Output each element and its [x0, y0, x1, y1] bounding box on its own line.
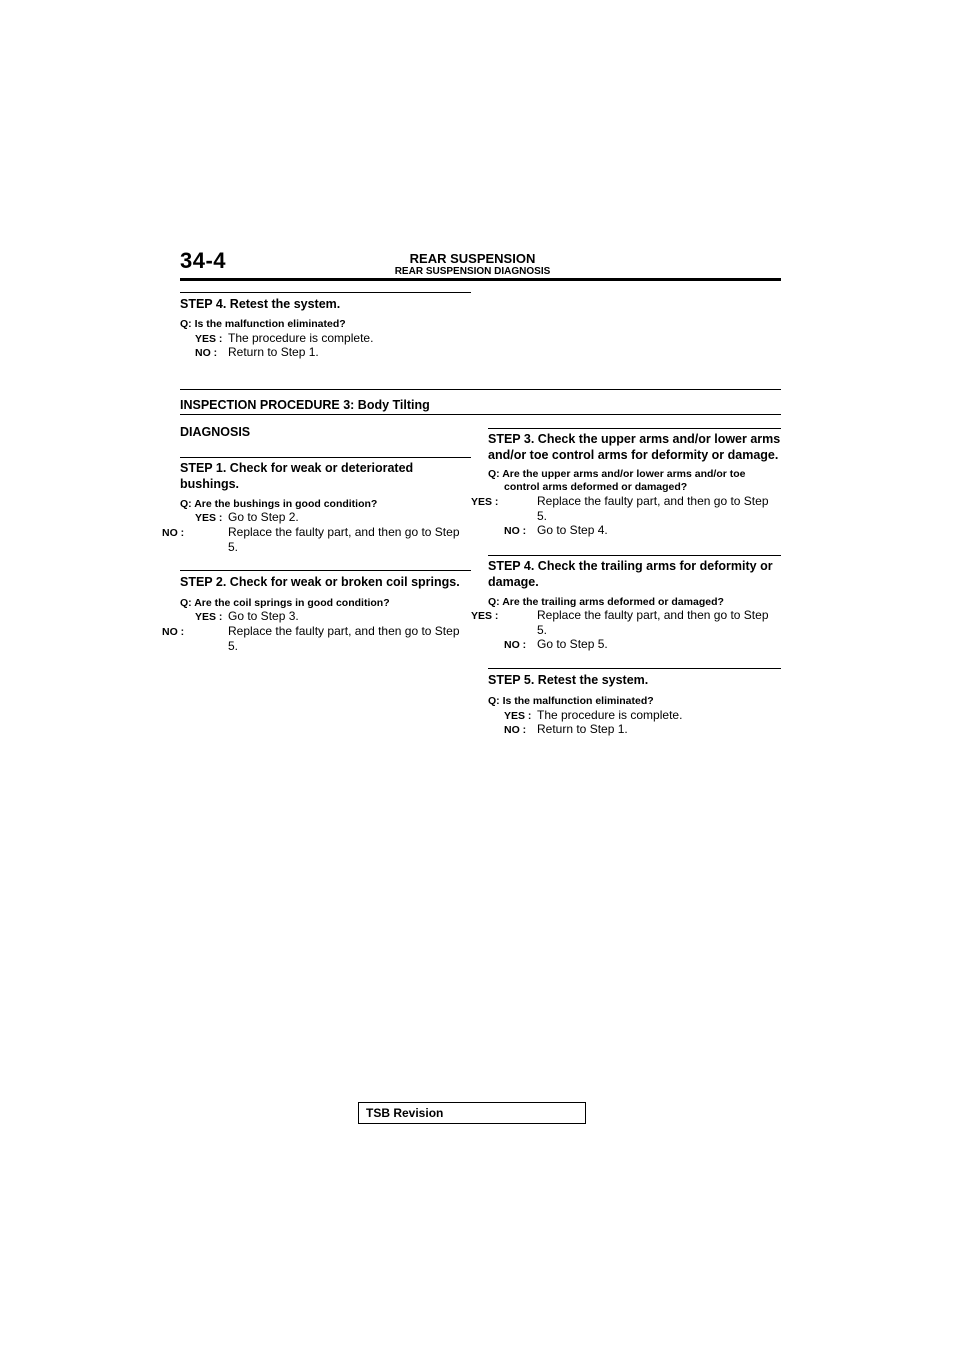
yes-label: YES : — [504, 710, 532, 722]
step-title: STEP 3. Check the upper arms and/or lower arms and/or toe control arms for deformity or damage. — [488, 432, 781, 462]
no-label: NO : — [162, 626, 185, 638]
no-label: NO : — [504, 639, 527, 651]
diagnosis-label: DIAGNOSIS — [180, 425, 251, 439]
procedure-title: INSPECTION PROCEDURE 3: Body Tilting — [180, 398, 430, 412]
step-title: STEP 2. Check for weak or broken coil springs. — [180, 575, 460, 589]
no-text: Replace the faulty part, and then go to Step 5. — [228, 525, 460, 554]
no-label: NO : — [504, 724, 527, 736]
tsb-revision-box — [358, 1102, 586, 1124]
procedure-rule-top — [180, 389, 781, 390]
header-rule — [180, 278, 781, 281]
step-title: STEP 5. Retest the system. — [488, 673, 649, 687]
page-number: 34-4 — [180, 248, 227, 273]
step-rule — [488, 555, 781, 556]
step-rule — [488, 428, 781, 429]
no-answer — [162, 525, 471, 554]
step-rule — [488, 668, 781, 669]
tsb-revision-label: TSB Revision — [366, 1106, 444, 1120]
yes-label: YES : — [195, 333, 223, 345]
no-answer — [504, 722, 780, 737]
no-text: Return to Step 1. — [228, 345, 319, 359]
header-title: REAR SUSPENSION — [409, 251, 536, 266]
yes-text: Go to Step 3. — [228, 609, 299, 623]
step-question: Q: Are the coil springs in good condition? — [180, 597, 390, 609]
no-answer — [504, 523, 780, 538]
no-text: Return to Step 1. — [537, 722, 628, 736]
step-title: STEP 4. Check the trailing arms for deformity or damage. — [488, 559, 773, 589]
step-rule — [180, 292, 471, 293]
no-label: NO : — [162, 527, 185, 539]
step-title: STEP 4. Retest the system. — [180, 297, 341, 311]
step-title: STEP 1. Check for weak or deteriorated bushings. — [180, 461, 414, 491]
no-text: Go to Step 5. — [537, 637, 608, 651]
yes-text: The procedure is complete. — [537, 708, 683, 722]
yes-answer — [195, 331, 471, 346]
header-subtitle: REAR SUSPENSION DIAGNOSIS — [394, 266, 551, 277]
yes-label: YES : — [471, 496, 499, 508]
step-rule — [180, 570, 471, 571]
yes-text: Go to Step 2. — [228, 510, 299, 524]
yes-answer — [195, 510, 471, 525]
no-label: NO : — [195, 347, 218, 359]
step-question: Q: Is the malfunction eliminated? — [180, 318, 346, 330]
step-question: Q: Are the trailing arms deformed or damaged? — [488, 596, 724, 608]
yes-answer — [471, 494, 780, 523]
no-text: Go to Step 4. — [537, 523, 608, 537]
yes-label: YES : — [195, 512, 223, 524]
yes-text: Replace the faulty part, and then go to Step 5. — [537, 608, 769, 637]
procedure-rule-bottom — [180, 414, 781, 415]
no-answer — [195, 345, 471, 360]
no-answer — [162, 624, 471, 653]
no-text: Replace the faulty part, and then go to Step 5. — [228, 624, 460, 653]
no-answer — [504, 637, 780, 652]
step-question-cont: control arms deformed or damaged? — [504, 481, 688, 493]
no-label: NO : — [504, 525, 527, 537]
yes-answer — [504, 708, 780, 723]
step-question: Q: Are the bushings in good condition? — [180, 498, 378, 510]
yes-text: The procedure is complete. — [228, 331, 374, 345]
yes-text: Replace the faulty part, and then go to Step 5. — [537, 494, 769, 523]
step-question: Q: Is the malfunction eliminated? — [488, 695, 654, 707]
step-question: Q: Are the upper arms and/or lower arms and/or toe — [488, 468, 746, 480]
yes-label: YES : — [195, 611, 223, 623]
step-rule — [180, 457, 471, 458]
yes-label: YES : — [471, 610, 499, 622]
yes-answer — [195, 609, 471, 624]
yes-answer — [471, 608, 780, 637]
